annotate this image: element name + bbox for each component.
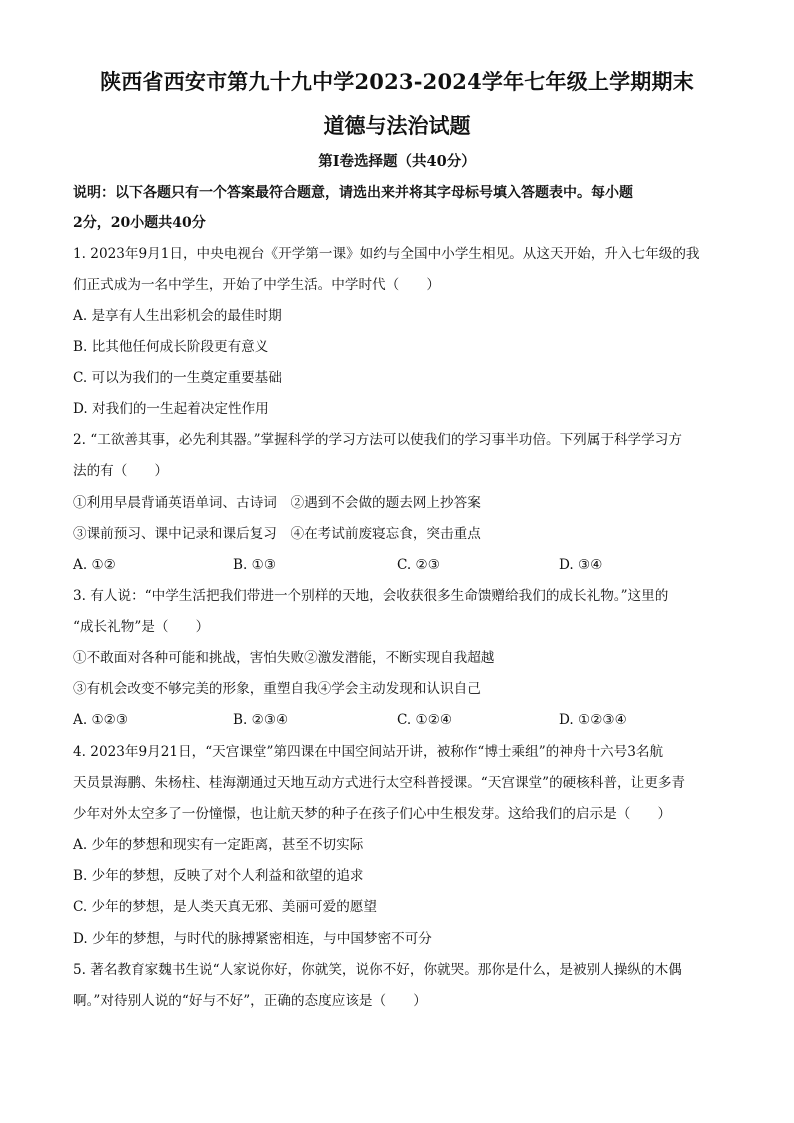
q4-stem-line2: 天员景海鹏、朱杨柱、桂海潮通过天地互动方式进行太空科普授课。“天宫课堂”的硬核科普，让更多青 (73, 775, 686, 791)
q1-option-b: B. 比其他任何成长阶段更有意义 (73, 339, 269, 355)
instruction-line2: 2分，20小题共40分 (73, 215, 206, 231)
q4-option-d: D. 少年的梦想，与时代的脉搏紧密相连，与中国梦密不可分 (73, 931, 432, 947)
q3-stem-line1: 3. 有人说：“中学生活把我们带进一个别样的天地，会收获很多生命馈赠给我们的成长礼物。”这里的 (73, 588, 669, 604)
q2-stem-line1: 2. “工欲善其事，必先利其器。”掌握科学的学习方法可以使我们的学习事半功倍。下列属于科学学习方 (73, 432, 682, 448)
q3-options-row (73, 710, 733, 730)
q4-option-c: C. 少年的梦想，是人类天真无邪、美丽可爱的愿望 (73, 899, 378, 915)
q1-option-d: D. 对我们的一生起着决定性作用 (73, 401, 269, 417)
q2-option-d: D. ③④ (559, 557, 603, 573)
q2-option-a: A. ①② (73, 557, 116, 573)
q2-option-b: B. ①③ (233, 557, 277, 573)
q4-stem-line1: 4. 2023年9月21日，“天宫课堂”第四课在中国空间站开讲，被称作“博士乘组”的神舟十六号3名航 (73, 744, 664, 760)
q2-options-row (73, 555, 733, 575)
q3-option-b: B. ②③④ (233, 712, 289, 728)
exam-title-line1: 陕西省西安市第九十九中学2023-2024学年七年级上学期期末 (100, 69, 694, 94)
instruction-line1: 说明：以下各题只有一个答案最符合题意，请选出来并将其字母标号填入答题表中。每小题 (73, 185, 633, 201)
q2-stem-line2: 法的有（ ） (73, 463, 169, 479)
q3-option-c: C. ①②④ (397, 712, 453, 728)
q3-items-line2: ③有机会改变不够完美的形象，重塑自我④学会主动发现和认识自己 (73, 681, 481, 697)
q4-option-a: A. 少年的梦想和现实有一定距离，甚至不切实际 (73, 837, 364, 853)
section-heading: 第Ⅰ卷选择题（共40分） (318, 153, 476, 170)
q3-option-a: A. ①②③ (73, 712, 129, 728)
q2-items-line1: ①利用早晨背诵英语单词、古诗词 ②遇到不会做的题去网上抄答案 (73, 495, 481, 511)
q4-stem-line3: 少年对外太空多了一份憧憬，也让航天梦的种子在孩子们心中生根发芽。这给我们的启示是（ ） (73, 806, 672, 822)
q2-items-line2: ③课前预习、课中记录和课后复习 ④在考试前废寝忘食，突击重点 (73, 526, 481, 542)
q1-option-c: C. 可以为我们的一生奠定重要基础 (73, 370, 282, 386)
q3-stem-line2: “成长礼物”是（ ） (73, 619, 210, 635)
exam-title-line2: 道德与法治试题 (323, 113, 471, 138)
q1-option-a: A. 是享有人生出彩机会的最佳时期 (73, 308, 282, 324)
q5-stem-line2: 啊。”对待别人说的“好与不好”，正确的态度应该是（ ） (73, 993, 427, 1009)
q2-option-c: C. ②③ (397, 557, 440, 573)
q1-stem-line2: 们正式成为一名中学生，开始了中学生活。中学时代（ ） (73, 277, 441, 293)
q3-items-line1: ①不敢面对各种可能和挑战，害怕失败②激发潜能，不断实现自我超越 (73, 650, 495, 666)
q3-option-d: D. ①②③④ (559, 712, 627, 728)
q5-stem-line1: 5. 著名教育家魏书生说“人家说你好，你就笑，说你不好，你就哭。那你是什么，是被别人操纵的木偶 (73, 962, 682, 978)
q1-stem-line1: 1. 2023年9月1日，中央电视台《开学第一课》如约与全国中小学生相见。从这天开始，升入七年级的我 (73, 246, 700, 262)
q4-option-b: B. 少年的梦想，反映了对个人利益和欲望的追求 (73, 868, 364, 884)
